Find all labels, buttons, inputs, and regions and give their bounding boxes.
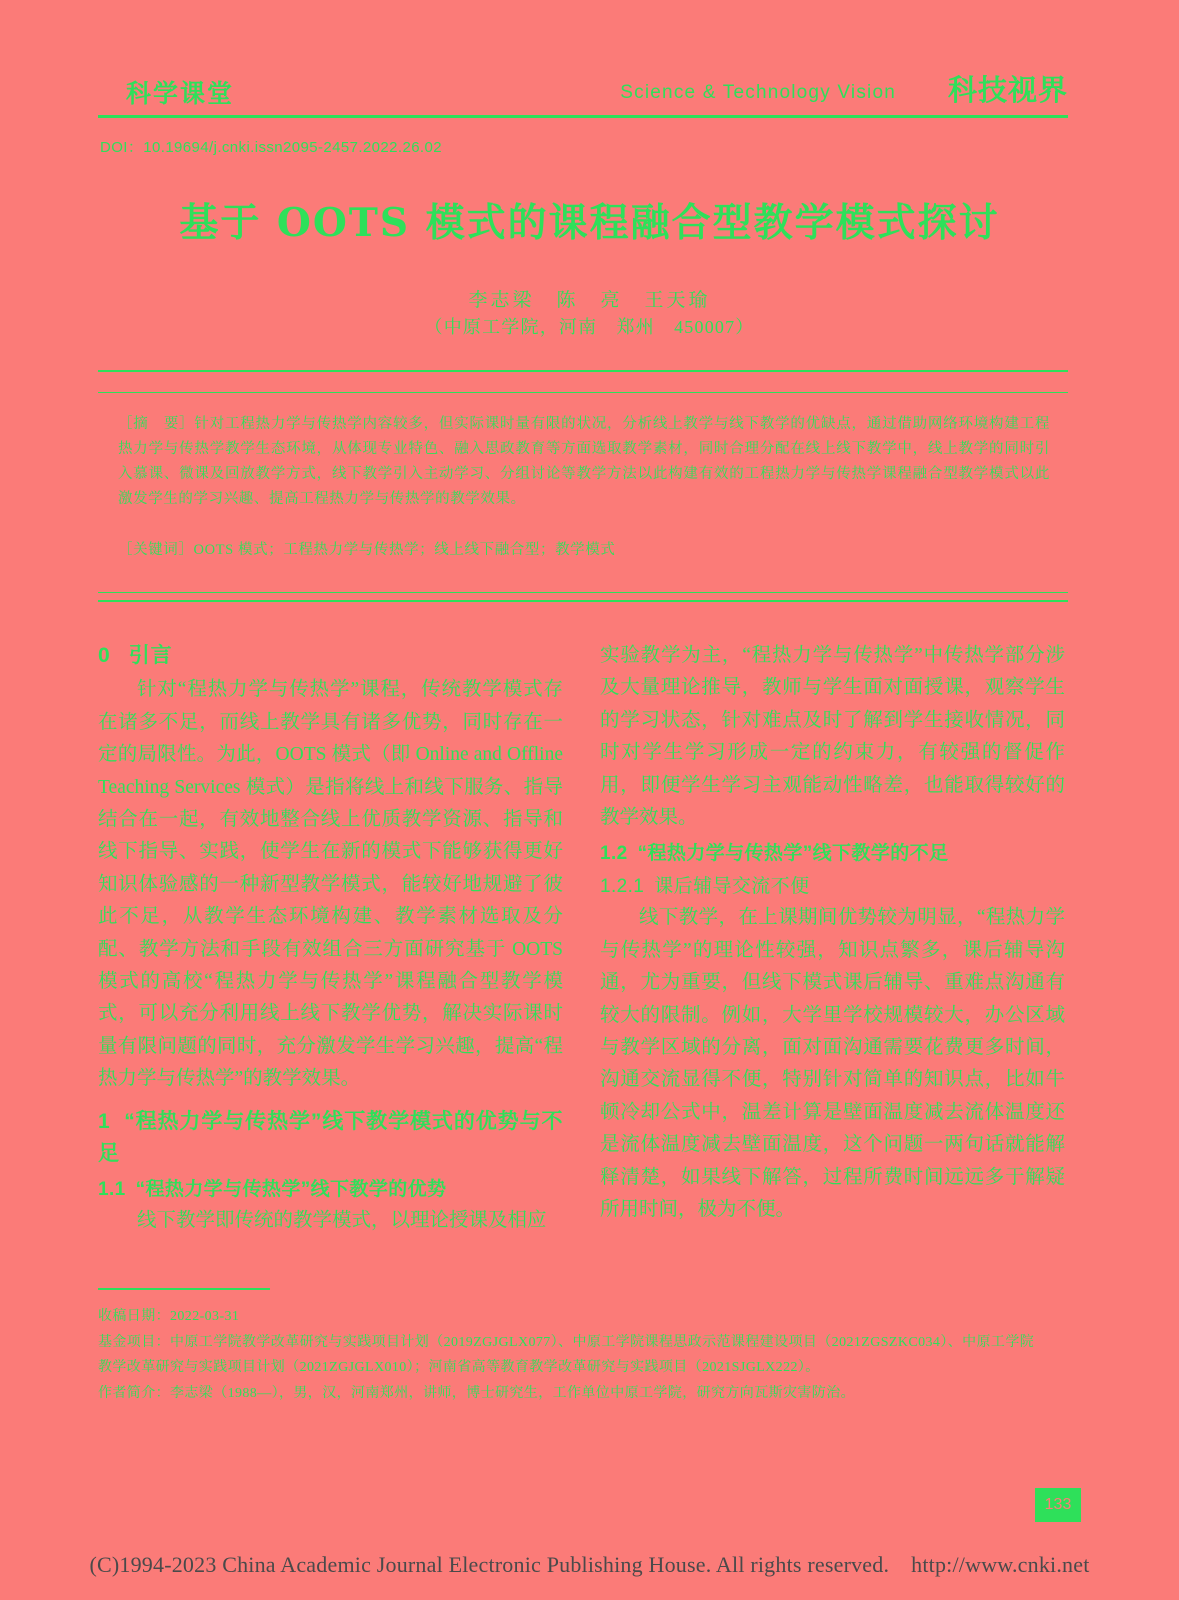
doi-text: DOI：10.19694/j.cnki.issn2095-2457.2022.26.02 xyxy=(100,139,442,156)
abstract-divider-bottom-1 xyxy=(98,592,1068,593)
section-number-1-2: 1.2 xyxy=(600,843,628,865)
abstract-divider-bottom-2 xyxy=(98,600,1068,602)
page-header xyxy=(98,68,1068,118)
journal-name-en: Science & Technology Vision xyxy=(620,82,896,103)
section-number-0: 0 xyxy=(98,644,111,667)
section-title-1: “程热力学与传热学”线下教学模式的优势与不足 xyxy=(98,1109,563,1165)
section-title-1-2-1: 课后辅导交流不便 xyxy=(654,876,810,898)
paragraph-1-1-b: 实验教学为主，“程热力学与传热学”中传热学部分涉及大量理论推导，教师与学生面对面授课，观察学生的学习状态，针对难点及时了解到学生接收情况，同时对学生学习形成一定的约束力，有较强的督促作用，即便学生学习主观能动性略差，也能取得较好的教学效果。 xyxy=(600,645,1065,829)
footnote-divider xyxy=(98,1288,270,1290)
footnote-received-date: 收稿日期：2022-03-31 xyxy=(98,1309,240,1324)
keywords-text: OOTS 模式；工程热力学与传热学；线上线下融合型；教学模式 xyxy=(193,542,616,558)
section-heading-1-1 xyxy=(98,1174,563,1205)
keywords-block xyxy=(118,538,1050,563)
header-divider xyxy=(98,115,1068,118)
author-list: 李志梁 陈 亮 王天瑜 xyxy=(468,290,711,311)
abstract-label: ［摘 要］ xyxy=(118,416,195,432)
section-heading-1-2-1 xyxy=(600,871,1065,902)
section-number-1-2-1: 1.2.1 xyxy=(600,876,645,898)
paragraph-intro: 针对“程热力学与传热学”课程，传统教学模式存在诸多不足，而线上教学具有诸多优势，同时存在一定的局限性。为此，OOTS 模式（即 Online and Offline Teaching Services 模式）是指将线上和线下服务、指导结合在一起，有效地整合线上优质教学资源、指导和线下指导、实践，使学生在新的模式下能够获得更好知识体验感的一种新型教学模式，能较好地规避了彼此不足，从教学生态环境构建、教学素材选取及分配、教学方法和手段有效组合三方面研究基于 OOTS 模式的高校“程热力学与传热学”课程融合型教学模式，可以充分利用线上线下教学优势，解决实际课时量有限问题的同时，充分激发学生学习兴趣，提高“程热力学与传热学”的教学效果。 xyxy=(98,679,563,1090)
body-column-right xyxy=(600,640,1065,1227)
abstract-block xyxy=(118,412,1050,512)
footnote-author-bio: 作者简介：李志梁（1988—），男，汉，河南郑州，讲师，博士研究生，工作单位中原工学院，研究方向瓦斯灾害防治。 xyxy=(98,1385,855,1401)
section-title-1-1: “程热力学与传热学”线下教学的优势 xyxy=(135,1178,447,1200)
section-title-0: 引言 xyxy=(128,644,173,667)
paragraph-1-2-1: 线下教学，在上课期间优势较为明显，“程热力学与传热学”的理论性较强，知识点繁多，课后辅导沟通，尤为重要，但线下模式课后辅导、重难点沟通有较大的限制。例如，大学里学校规模较大，办公区域与教学区域的分离，面对面沟通需要花费更多时间，沟通交流显得不便，特别针对简单的知识点，比如牛顿冷却公式中，温差计算是壁面温度减去流体温度还是流体温度减去壁面温度，这个问题一两句话就能解释清楚，如果线下解答，过程所费时间远远多于解疑所用时间，极为不便。 xyxy=(600,907,1065,1221)
footnote-funding: 基金项目：中原工学院教学改革研究与实践项目计划（2019ZGJGLX077）、中原工学院课程思政示范课程建设项目（2021ZGSZKC034）、中原工学院教学改革研究与实践项目计划（2021ZGJGLX010）；河南省高等教育教学改革研究与实践项目（2021SJGLX222）。 xyxy=(98,1334,1035,1375)
keywords-label: ［关键词］ xyxy=(118,542,194,558)
abstract-divider-top-1 xyxy=(98,370,1068,372)
header-section-label: 科学课堂 xyxy=(126,79,235,108)
cnki-url: http://www.cnki.net xyxy=(911,1552,1090,1577)
page-title: 基于 OOTS 模式的课程融合型教学模式探讨 xyxy=(179,200,1000,246)
journal-name-cn: 科技视界 xyxy=(947,73,1068,107)
section-number-1-1: 1.1 xyxy=(98,1178,126,1200)
body-column-left xyxy=(98,640,563,1237)
abstract-divider-top-2 xyxy=(98,392,1068,393)
section-heading-1 xyxy=(98,1106,563,1170)
abstract-text: 针对工程热力学与传热学内容较多，但实际课时量有限的状况，分析线上教学与线下教学的优缺点，通过借助网络环境构建工程热力学与传热学教学生态环境，从体现专业特色、融入思政教育等方面选取教学素材，同时合理分配在线上线下教学中，线上教学的同时引入慕课、微课及回放教学方式，线下教学引入主动学习、分组讨论等教学方法以此构建有效的工程热力学与传热学课程融合型教学模式以此激发学生的学习兴趣、提高工程热力学与传热学的教学效果。 xyxy=(118,416,1050,507)
section-heading-1-2 xyxy=(600,838,1065,869)
copyright-text: (C)1994-2023 China Academic Journal Electronic Publishing House. All rights reserved. xyxy=(89,1552,890,1577)
section-heading-0 xyxy=(98,640,563,672)
footnote-block xyxy=(98,1304,1048,1406)
paragraph-1-1-a: 线下教学即传统的教学模式，以理论授课及相应 xyxy=(137,1209,547,1231)
section-number-1: 1 xyxy=(98,1109,111,1133)
section-title-1-2: “程热力学与传热学”线下教学的不足 xyxy=(637,843,949,865)
copyright-footer xyxy=(0,1552,1179,1578)
page-number-badge: 133 xyxy=(1035,1488,1081,1522)
author-affiliation: （中原工学院，河南 郑州 450007） xyxy=(424,317,755,337)
